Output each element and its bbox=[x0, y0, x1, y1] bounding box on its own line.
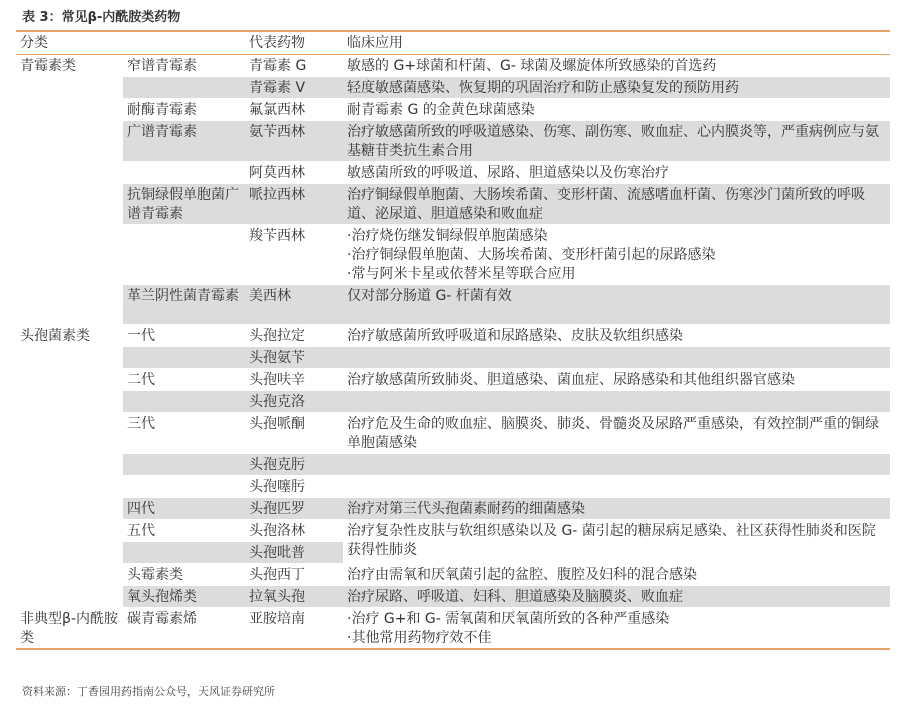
table-body bbox=[16, 55, 890, 650]
clinical-use-cell: 治疗对第三代头孢菌素耐药的细菌感染 bbox=[343, 498, 890, 520]
category-cell: 非典型β-内酰胺类 bbox=[16, 608, 123, 650]
clinical-use-cell bbox=[343, 454, 890, 476]
subcategory-cell bbox=[123, 162, 245, 184]
drug-name-cell: 头孢氨苄 bbox=[245, 347, 343, 369]
category-cell bbox=[16, 99, 123, 121]
clinical-use-cell: 治疗尿路、呼吸道、妇科、胆道感染及脑膜炎、败血症 bbox=[343, 586, 890, 608]
clinical-use-cell: 敏感菌所致的呼吸道、尿路、胆道感染以及伤寒治疗 bbox=[343, 162, 890, 184]
table-row bbox=[16, 325, 890, 347]
clinical-use-cell bbox=[343, 476, 890, 498]
clinical-use-cell: 仅对部分肠道 G- 杆菌有效 bbox=[343, 285, 890, 325]
clinical-use-cell: 轻度敏感菌感染、恢复期的巩固治疗和防止感染复发的预防用药 bbox=[343, 77, 890, 99]
drug-name-cell: 青霉素 V bbox=[245, 77, 343, 99]
drug-name-cell: 拉氧头孢 bbox=[245, 586, 343, 608]
table-header-row bbox=[16, 31, 890, 55]
category-cell bbox=[16, 476, 123, 498]
drug-name-cell: 头孢吡普 bbox=[245, 542, 343, 564]
drug-name-cell: 头孢克洛 bbox=[245, 391, 343, 413]
drug-name-cell: 头孢呋辛 bbox=[245, 369, 343, 391]
drug-name-cell: 羧苄西林 bbox=[245, 225, 343, 285]
table-row bbox=[16, 347, 890, 369]
table-row bbox=[16, 99, 890, 121]
clinical-use-cell: 耐青霉素 G 的金黄色球菌感染 bbox=[343, 99, 890, 121]
drug-table bbox=[16, 30, 890, 650]
clinical-use-cell: 治疗复杂性皮肤与软组织感染以及 G- 菌引起的糖尿病足感染、社区获得性肺炎和医院获得性肺炎 bbox=[343, 520, 890, 564]
category-cell bbox=[16, 369, 123, 391]
clinical-use-cell: 治疗敏感菌所致呼吸道和尿路感染、皮肤及软组织感染 bbox=[343, 325, 890, 347]
table-row bbox=[16, 55, 890, 77]
clinical-use-cell: ·治疗 G+和 G- 需氧菌和厌氧菌所致的各种严重感染 ·其他常用药物疗效不佳 bbox=[343, 608, 890, 650]
table-row bbox=[16, 454, 890, 476]
subcategory-cell: 碳青霉素烯 bbox=[123, 608, 245, 650]
clinical-use-cell bbox=[343, 391, 890, 413]
table-title: 表 3：常见β-内酰胺类药物 bbox=[22, 10, 181, 25]
category-cell bbox=[16, 454, 123, 476]
subcategory-cell bbox=[123, 454, 245, 476]
header-category: 分类 bbox=[16, 31, 123, 55]
table-row bbox=[16, 520, 890, 542]
subcategory-cell: 广谱青霉素 bbox=[123, 121, 245, 162]
table-row bbox=[16, 77, 890, 99]
subcategory-cell: 三代 bbox=[123, 413, 245, 454]
clinical-use-cell: 治疗铜绿假单胞菌、大肠埃希菌、变形杆菌、流感嗜血杆菌、伤寒沙门菌所致的呼吸道、泌尿道、胆道感染和败血症 bbox=[343, 184, 890, 225]
category-cell bbox=[16, 542, 123, 564]
header-clinical-use: 临床应用 bbox=[343, 31, 890, 55]
subcategory-cell: 头霉素类 bbox=[123, 564, 245, 586]
header-drug: 代表药物 bbox=[245, 31, 343, 55]
subcategory-cell: 窄谱青霉素 bbox=[123, 55, 245, 77]
category-cell bbox=[16, 391, 123, 413]
clinical-use-cell: 敏感的 G+球菌和杆菌、G- 球菌及螺旋体所致感染的首选药 bbox=[343, 55, 890, 77]
drug-name-cell: 美西林 bbox=[245, 285, 343, 325]
clinical-use-cell: ·治疗烧伤继发铜绿假单胞菌感染 ·治疗铜绿假单胞菌、大肠埃希菌、变形杆菌引起的尿路感染 ·常与阿米卡星或依替米星等联合应用 bbox=[343, 225, 890, 285]
table-row bbox=[16, 162, 890, 184]
table-row bbox=[16, 608, 890, 650]
table-row bbox=[16, 586, 890, 608]
subcategory-cell: 氧头孢烯类 bbox=[123, 586, 245, 608]
category-cell bbox=[16, 586, 123, 608]
subcategory-cell bbox=[123, 77, 245, 99]
category-cell bbox=[16, 121, 123, 162]
category-cell bbox=[16, 225, 123, 285]
clinical-use-cell bbox=[343, 347, 890, 369]
subcategory-cell: 耐酶青霉素 bbox=[123, 99, 245, 121]
source-note: 资料来源：丁香园用药指南公众号，天风证券研究所 bbox=[22, 685, 275, 698]
subcategory-cell: 一代 bbox=[123, 325, 245, 347]
subcategory-cell: 四代 bbox=[123, 498, 245, 520]
category-cell: 青霉素类 bbox=[16, 55, 123, 77]
category-cell bbox=[16, 498, 123, 520]
drug-name-cell: 头孢噻肟 bbox=[245, 476, 343, 498]
category-cell bbox=[16, 77, 123, 99]
category-cell bbox=[16, 285, 123, 325]
drug-name-cell: 头孢匹罗 bbox=[245, 498, 343, 520]
drug-name-cell: 头孢西丁 bbox=[245, 564, 343, 586]
drug-name-cell: 头孢哌酮 bbox=[245, 413, 343, 454]
clinical-use-cell: 治疗危及生命的败血症、脑膜炎、肺炎、骨髓炎及尿路严重感染，有效控制严重的铜绿单胞菌感染 bbox=[343, 413, 890, 454]
subcategory-cell bbox=[123, 347, 245, 369]
category-cell bbox=[16, 564, 123, 586]
drug-name-cell: 头孢洛林 bbox=[245, 520, 343, 542]
table-row bbox=[16, 413, 890, 454]
drug-name-cell: 头孢拉定 bbox=[245, 325, 343, 347]
category-cell bbox=[16, 162, 123, 184]
subcategory-cell: 革兰阴性菌青霉素 bbox=[123, 285, 245, 325]
table-row bbox=[16, 121, 890, 162]
table-row bbox=[16, 498, 890, 520]
table-row bbox=[16, 391, 890, 413]
clinical-use-cell: 治疗敏感菌所致的呼吸道感染、伤寒、副伤寒、败血症、心内膜炎等，严重病例应与氨基糖苷类抗生素合用 bbox=[343, 121, 890, 162]
table-row bbox=[16, 564, 890, 586]
clinical-use-cell: 治疗由需氧和厌氧菌引起的盆腔、腹腔及妇科的混合感染 bbox=[343, 564, 890, 586]
category-cell bbox=[16, 184, 123, 225]
drug-name-cell: 氨苄西林 bbox=[245, 121, 343, 162]
subcategory-cell bbox=[123, 225, 245, 285]
table-row bbox=[16, 369, 890, 391]
table-row bbox=[16, 476, 890, 498]
subcategory-cell: 抗铜绿假单胞菌广谱青霉素 bbox=[123, 184, 245, 225]
table-row bbox=[16, 225, 890, 285]
table-row bbox=[16, 184, 890, 225]
clinical-use-cell: 治疗敏感菌所致肺炎、胆道感染、菌血症、尿路感染和其他组织器官感染 bbox=[343, 369, 890, 391]
subcategory-cell bbox=[123, 542, 245, 564]
drug-name-cell: 头孢克肟 bbox=[245, 454, 343, 476]
drug-name-cell: 青霉素 G bbox=[245, 55, 343, 77]
subcategory-cell: 二代 bbox=[123, 369, 245, 391]
drug-name-cell: 阿莫西林 bbox=[245, 162, 343, 184]
category-cell bbox=[16, 413, 123, 454]
drug-name-cell: 氟氯西林 bbox=[245, 99, 343, 121]
subcategory-cell bbox=[123, 476, 245, 498]
category-cell bbox=[16, 347, 123, 369]
table-row bbox=[16, 285, 890, 325]
category-cell bbox=[16, 520, 123, 542]
subcategory-cell: 五代 bbox=[123, 520, 245, 542]
header-subcategory bbox=[123, 31, 245, 55]
subcategory-cell bbox=[123, 391, 245, 413]
drug-name-cell: 哌拉西林 bbox=[245, 184, 343, 225]
category-cell: 头孢菌素类 bbox=[16, 325, 123, 347]
drug-name-cell: 亚胺培南 bbox=[245, 608, 343, 650]
